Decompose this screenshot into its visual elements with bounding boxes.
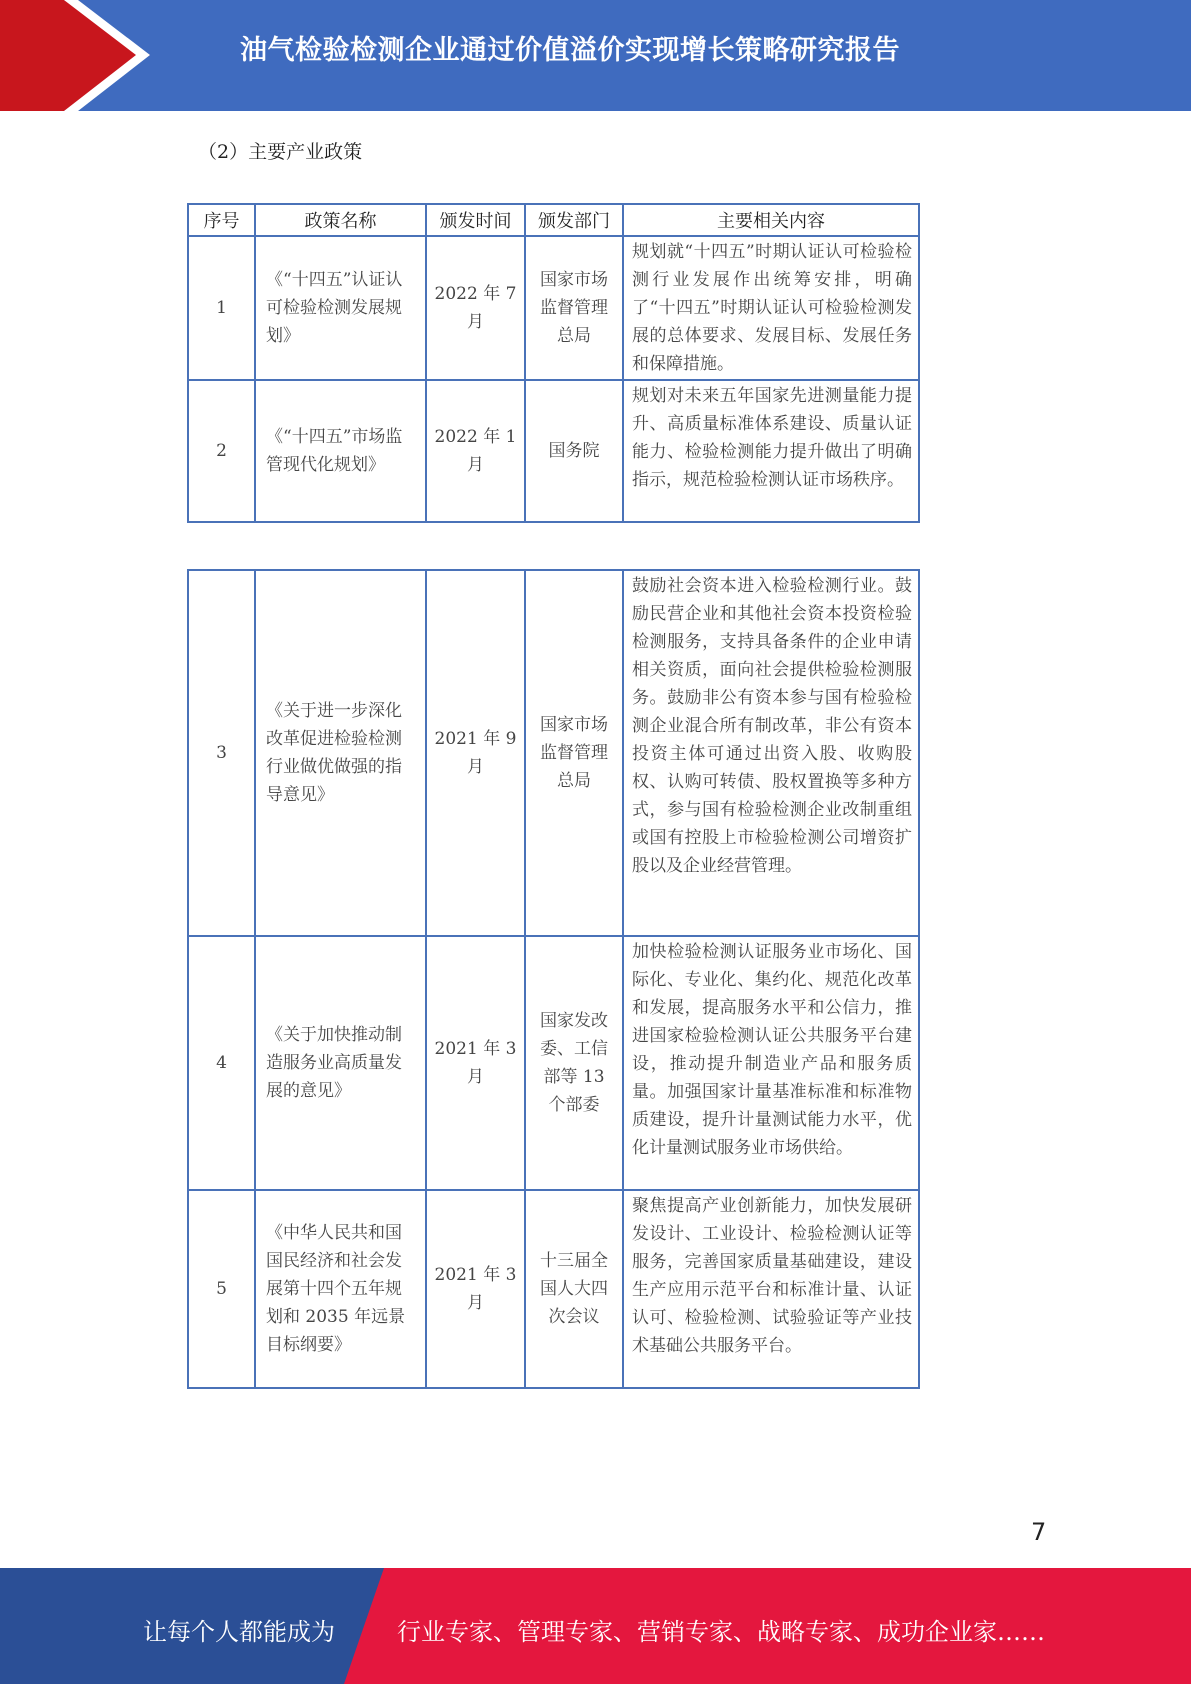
- footer-slogan-right: 行业专家、管理专家、营销专家、战略专家、成功企业家……: [397, 1618, 1045, 1646]
- header-cell-content: 主要相关内容: [623, 204, 919, 236]
- header-cell-name: 政策名称: [255, 204, 426, 236]
- issuing-department: 国家市场监督管理总局: [525, 236, 623, 380]
- section-title: （2）主要产业政策: [198, 141, 363, 163]
- policy-content: 加快检验检测认证服务业市场化、国际化、专业化、集约化、规范化改革和发展，提高服务水平和公信力，推进国家检验检测认证公共服务平台建设，推动提升制造业产品和服务质量。加强国家计量基准标准和标准物质建设，提升计量测试能力水平，优化计量测试服务业市场供给。: [623, 936, 919, 1190]
- policy-content: 规划对未来五年国家先进测量能力提升、高质量标准体系建设、质量认证能力、检验检测能力提升做出了明确指示，规范检验检测认证市场秩序。: [623, 380, 919, 522]
- issue-date: 2021 年 9 月: [426, 570, 525, 936]
- policy-name: 《关于加快推动制造服务业高质量发展的意见》: [255, 936, 426, 1190]
- row-number: 2: [188, 380, 255, 522]
- policy-name: 《“十四五”市场监管现代化规划》: [255, 380, 426, 522]
- page-footer: [0, 1568, 1191, 1684]
- issuing-department: 国家发改委、工信部等 13 个部委: [525, 936, 623, 1190]
- policy-name: 《关于进一步深化改革促进检验检测行业做优做强的指导意见》: [255, 570, 426, 936]
- issue-date: 2021 年 3 月: [426, 1190, 525, 1388]
- policy-name: 《“十四五”认证认可检验检测发展规划》: [255, 236, 426, 380]
- header-cell-date: 颁发时间: [426, 204, 525, 236]
- table-header-row: [188, 204, 919, 236]
- issuing-department: 十三届全国人大四次会议: [525, 1190, 623, 1388]
- header-cell-num: 序号: [188, 204, 255, 236]
- report-title: 油气检验检测企业通过价值溢价实现增长策略研究报告: [240, 35, 900, 66]
- table-row: [188, 1190, 919, 1388]
- page-number: 7: [1031, 1518, 1047, 1546]
- issuing-department: 国家市场监督管理总局: [525, 570, 623, 936]
- issue-date: 2021 年 3 月: [426, 936, 525, 1190]
- issue-date: 2022 年 1 月: [426, 380, 525, 522]
- policy-table-part-1: [187, 203, 920, 523]
- table-row: [188, 236, 919, 380]
- issuing-department: 国务院: [525, 380, 623, 522]
- header-cell-dept: 颁发部门: [525, 204, 623, 236]
- page-header: [0, 0, 1191, 111]
- table-row: [188, 570, 919, 936]
- issue-date: 2022 年 7 月: [426, 236, 525, 380]
- policy-content: 规划就“十四五”时期认证认可检验检测行业发展作出统筹安排，明确了“十四五”时期认证认可检验检测发展的总体要求、发展目标、发展任务和保障措施。: [623, 236, 919, 380]
- row-number: 3: [188, 570, 255, 936]
- policy-name: 《中华人民共和国国民经济和社会发展第十四个五年规划和 2035 年远景目标纲要》: [255, 1190, 426, 1388]
- policy-table-part-2: [187, 569, 920, 1389]
- row-number: 5: [188, 1190, 255, 1388]
- table-row: [188, 936, 919, 1190]
- policy-content: 鼓励社会资本进入检验检测行业。鼓励民营企业和其他社会资本投资检验检测服务，支持具备条件的企业申请相关资质，面向社会提供检验检测服务。鼓励非公有资本参与国有检验检测企业混合所有制改革，非公有资本投资主体可通过出资入股、收购股权、认购可转债、股权置换等多种方式，参与国有检验检测企业改制重组或国有控股上市检验检测公司增资扩股以及企业经营管理。: [623, 570, 919, 936]
- row-number: 4: [188, 936, 255, 1190]
- row-number: 1: [188, 236, 255, 380]
- footer-slogan-left: 让每个人都能成为: [143, 1618, 335, 1646]
- table-row: [188, 380, 919, 522]
- policy-content: 聚焦提高产业创新能力，加快发展研发设计、工业设计、检验检测认证等服务，完善国家质量基础建设，建设生产应用示范平台和标准计量、认证认可、检验检测、试验验证等产业技术基础公共服务平台。: [623, 1190, 919, 1388]
